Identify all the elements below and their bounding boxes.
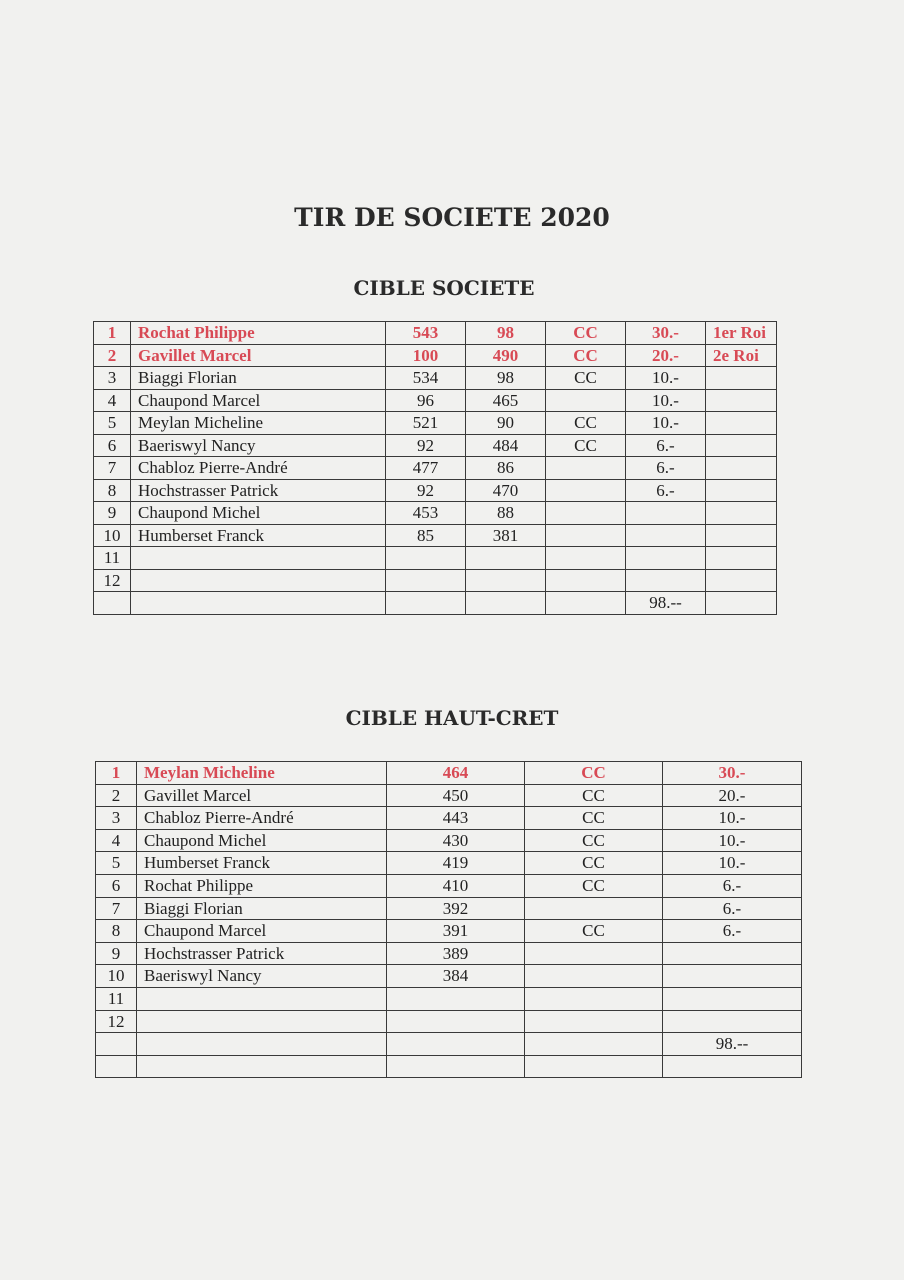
table-cell [626,547,706,570]
table-row [96,920,802,943]
table-cell [131,569,386,592]
section-title-cible-societe: CIBLE SOCIETE [353,276,535,300]
table-cell: 12 [94,569,131,592]
table-cell [663,942,802,965]
table-cell [137,1055,387,1078]
table-cell: 98.-- [626,592,706,615]
table-cell [626,502,706,525]
table-cell: 30.- [663,762,802,785]
table-cell: 543 [386,322,466,345]
table-cell [626,569,706,592]
table-cell: 100 [386,344,466,367]
table-cell: Baeriswyl Nancy [137,965,387,988]
table-cell: Hochstrasser Patrick [131,479,386,502]
table-cell [525,897,663,920]
table-row [96,874,802,897]
table-row [94,502,777,525]
table-cell: 85 [386,524,466,547]
table-cell [706,502,777,525]
table-row [96,1010,802,1033]
table-row [96,987,802,1010]
table-cell: 10.- [626,412,706,435]
table-cell [96,1033,137,1056]
table-cell: 3 [94,367,131,390]
table-cell: Chabloz Pierre-André [137,807,387,830]
table-cell [525,942,663,965]
table-row [96,1055,802,1078]
table-row [94,524,777,547]
table-cell: 384 [387,965,525,988]
table-cell [546,479,626,502]
table-row [94,367,777,390]
table-cell [387,1033,525,1056]
table-cell: 10 [94,524,131,547]
table-cell: 20.- [663,784,802,807]
table-cell: 5 [96,852,137,875]
table-cell: Rochat Philippe [131,322,386,345]
table-cell: 1 [94,322,131,345]
table-cell: 8 [96,920,137,943]
table-cell: 10 [96,965,137,988]
table-cell [525,1010,663,1033]
table-cell: CC [546,367,626,390]
table-cell: 10.- [663,852,802,875]
table-row [94,434,777,457]
table-cell: Biaggi Florian [137,897,387,920]
table-cell [525,965,663,988]
table-row [96,762,802,785]
table-cell: CC [525,920,663,943]
table-cell: CC [525,807,663,830]
table-cell: 9 [96,942,137,965]
table-cell [137,1033,387,1056]
table-cell: 6.- [663,897,802,920]
table-row [96,807,802,830]
table-cell: 2 [94,344,131,367]
table-cell: 410 [387,874,525,897]
table-cible-haut-cret [95,761,802,1078]
table-cell [466,569,546,592]
table-cell: Baeriswyl Nancy [131,434,386,457]
table-cell: 4 [96,829,137,852]
table-cell: 465 [466,389,546,412]
table-cell: 10.- [663,829,802,852]
table-row [94,457,777,480]
table-cell: 453 [386,502,466,525]
table-cell [663,1010,802,1033]
table-cell: 10.- [626,367,706,390]
table-cell: 6.- [626,479,706,502]
table-cell: 7 [94,457,131,480]
table-cell [706,479,777,502]
table-cell: 477 [386,457,466,480]
table-row [94,389,777,412]
page-title: TIR DE SOCIETE 2020 [294,203,610,232]
table-cell: Humberset Franck [131,524,386,547]
table-row [96,784,802,807]
table-cell: 98.-- [663,1033,802,1056]
table-cell: 6 [96,874,137,897]
table-cell [706,547,777,570]
table-cell [706,569,777,592]
table-cell: 6.- [663,920,802,943]
table-cell: Hochstrasser Patrick [137,942,387,965]
table-cell [706,524,777,547]
table-cell: 450 [387,784,525,807]
table-cell: 88 [466,502,546,525]
table-cell: 30.- [626,322,706,345]
table-cell: 12 [96,1010,137,1033]
table-cell [706,389,777,412]
table-row [96,965,802,988]
table-cell [386,569,466,592]
table-cell [546,569,626,592]
table-cell [706,434,777,457]
table-cell: 430 [387,829,525,852]
table-cell: CC [546,322,626,345]
table-cell: 86 [466,457,546,480]
table-cell: 92 [386,479,466,502]
table-row [94,569,777,592]
table-cell: Biaggi Florian [131,367,386,390]
table-cell: CC [525,784,663,807]
table-cell: 11 [94,547,131,570]
table-cell [706,412,777,435]
table-cell: 6.- [663,874,802,897]
table-cell: CC [546,434,626,457]
table-cell [131,592,386,615]
table-cell: Chaupond Marcel [137,920,387,943]
table-row [96,942,802,965]
table-row [96,852,802,875]
table-cell: 6.- [626,434,706,457]
table-cell: Chaupond Marcel [131,389,386,412]
table-cell [387,1055,525,1078]
table-cell [466,547,546,570]
table-cell: Meylan Micheline [131,412,386,435]
table-cell [525,1055,663,1078]
table-cell: CC [525,829,663,852]
table-cell [546,457,626,480]
table-cell: 5 [94,412,131,435]
table-row [94,479,777,502]
table-cell [706,457,777,480]
table-cell: 419 [387,852,525,875]
table-cell: CC [525,762,663,785]
table-cell [626,524,706,547]
table-cell [663,987,802,1010]
table-cell: Humberset Franck [137,852,387,875]
table-cell: 7 [96,897,137,920]
table-cell [706,592,777,615]
table-cell [466,592,546,615]
table-cell: CC [525,852,663,875]
table-cell: 443 [387,807,525,830]
table-cell: 9 [94,502,131,525]
table-cell [663,965,802,988]
table-cell: CC [546,412,626,435]
table-cell: 98 [466,322,546,345]
table-cell: Chaupond Michel [131,502,386,525]
table-cell: CC [525,874,663,897]
table-cell [387,987,525,1010]
table-cell: Chabloz Pierre-André [131,457,386,480]
table-cell [386,547,466,570]
table-cell: 389 [387,942,525,965]
table-cell: 521 [386,412,466,435]
table-cell [387,1010,525,1033]
table-cell [546,389,626,412]
table-cell: 98 [466,367,546,390]
table-cell: 1 [96,762,137,785]
table-cell: 10.- [626,389,706,412]
table-cell: Meylan Micheline [137,762,387,785]
table-cell: 470 [466,479,546,502]
table-row [94,344,777,367]
table-cell: 490 [466,344,546,367]
table-row [96,897,802,920]
table-cell: 11 [96,987,137,1010]
table-cell: 2e Roi [706,344,777,367]
table-cell: Rochat Philippe [137,874,387,897]
table-cell: 534 [386,367,466,390]
table-cell [131,547,386,570]
table-row [94,547,777,570]
table-cell: 484 [466,434,546,457]
table-cible-societe [93,321,777,615]
table-cell: 4 [94,389,131,412]
table-cell: 391 [387,920,525,943]
table-cell: 92 [386,434,466,457]
table-cell: 8 [94,479,131,502]
table-cell: 96 [386,389,466,412]
table-cell: 464 [387,762,525,785]
table-cell [94,592,131,615]
table-cell: CC [546,344,626,367]
table-cell: 3 [96,807,137,830]
table-cell: Gavillet Marcel [137,784,387,807]
table-cell [663,1055,802,1078]
table-row [94,322,777,345]
table-cell [137,1010,387,1033]
section-title-cible-haut-cret: CIBLE HAUT-CRET [345,706,559,730]
table-cell: 2 [96,784,137,807]
table-cell: 381 [466,524,546,547]
table-row [96,829,802,852]
table-row [96,1033,802,1056]
table-cell [706,367,777,390]
table-cell: 90 [466,412,546,435]
table-cell [546,592,626,615]
table-cell: 20.- [626,344,706,367]
table-cell: 1er Roi [706,322,777,345]
table-cell: Chaupond Michel [137,829,387,852]
table-cell [546,547,626,570]
table-cell [386,592,466,615]
table-cell [137,987,387,1010]
table-cell: Gavillet Marcel [131,344,386,367]
table-cell [96,1055,137,1078]
table-cell [525,1033,663,1056]
table-cell: 392 [387,897,525,920]
table-cell [525,987,663,1010]
table-cell [546,524,626,547]
table-cell: 10.- [663,807,802,830]
table-row [94,592,777,615]
table-cell: 6.- [626,457,706,480]
table-row [94,412,777,435]
table-cell [546,502,626,525]
table-cell: 6 [94,434,131,457]
